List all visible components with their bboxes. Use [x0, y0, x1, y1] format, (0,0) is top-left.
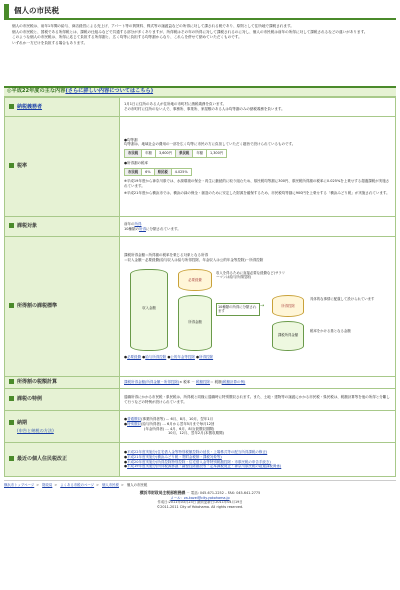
revision-link[interactable]: 平成21年度実施分(横浜みどり税・寄附金税制・課税対象等): [127, 454, 222, 459]
row-label: [5, 411, 120, 443]
intro-paragraph: 個人の市民税は、前年1年間の給与、商店経営による売上げ、アパート等の賃貸料、株式等の譲渡益などの所得に対して課される税であり、原則として住所地で課税されます。: [12, 24, 294, 28]
row-special: [5, 389, 396, 411]
row-value: [120, 237, 396, 377]
calc-text: × 税率 －: [179, 380, 197, 385]
taxpayer-link[interactable]: 納税義務者: [17, 103, 43, 110]
payment-label: 納期: [17, 419, 28, 426]
taxable-note: 税率をかける基となる金額: [310, 328, 351, 333]
table-cell: 市民税: [125, 168, 142, 176]
row-value: ●平成22年度実施分(住宅借入金等特別税額控除の延長・上場株式等の配当所得課税の修正) ●平成21年度実施分(横浜みどり税・寄附金税制・課税対象等) ●平成20年度実施分(所得控除特別控除・住宅借入金等特別税額控除・市県民税の申告手続き) ●平成19年度実施分(所得税源移譲・調整控除創設等・定率減税廃止・神奈川県民税の超過課税関係): [120, 443, 396, 477]
row-label: [5, 377, 120, 389]
breadcrumb-link[interactable]: 財政局: [42, 483, 53, 487]
target-line: 10種類の所得に分類されています。: [124, 226, 181, 231]
bullet-icon: [9, 104, 14, 109]
row-value: [120, 377, 396, 389]
footer: [4, 480, 396, 510]
page-title: 個人の市民税: [14, 5, 59, 15]
deduct-label: 所得控除: [281, 303, 295, 308]
office-name: 横浜市財政局主税部税務課: [139, 489, 186, 495]
section-detail-link[interactable]: (さらに詳しい内容についてはこちら): [65, 88, 154, 95]
table-cell: 年額: [193, 150, 207, 158]
shotoku-label: 所得金額: [188, 319, 202, 324]
kinds-note: 10種類の所得に分類されます: [216, 303, 260, 316]
row-value: [120, 117, 396, 217]
income-label: 収入金額: [142, 305, 156, 310]
rate-note: ※平成19年度から神奈川県では、水源環境の保全・再生に継続的に取り組むため、県民税均等割に300円、県民税所得割の税率に0.025%を上乗せする超過課税が実施されています。: [124, 179, 390, 188]
special-collection-link[interactable]: 特別徴収: [127, 421, 142, 426]
revision-link[interactable]: 平成19年度実施分(所得税源移譲・調整控除創設等・定率減税廃止・神奈川県民税の超過課税関係): [127, 464, 282, 469]
row-value: [120, 217, 396, 237]
right-arrow-icon: →: [260, 302, 265, 309]
intro: [4, 24, 396, 82]
kintou-heading: ●均等割: [124, 137, 138, 142]
shotoku-cylinder: [178, 295, 212, 351]
intro-paragraph: 個人の市民税と、国税である所得税とは、課税の仕組みなどで共通する部分が多くありますが、所得税はその年の所得に対して課税されるのに対し、個人の市民税は前年の所得に対して課税されるなどの違いがあります。: [12, 29, 368, 34]
intro-paragraph: このような個人の市民税は、所得に応じて負担する所得割と、広く均等に負担する均等割からなり、これらを併せて納めていただくものです。: [12, 35, 242, 40]
bullet-icon: [9, 456, 14, 461]
office-phone: － 電話: 045-671-2252 – FAX: 045-641-2775: [186, 490, 261, 495]
breadcrumb-link[interactable]: 個人市民税: [102, 483, 119, 487]
revision-link[interactable]: 平成20年度実施分(所得控除特別控除・住宅借入金等特別税額控除・市県民税の申告手続き): [127, 459, 271, 464]
table-cell: 県民税: [154, 168, 171, 176]
section-heading-text: ◎平成22年度の主な内容: [7, 88, 66, 95]
calc-label: 所得割の税額計算: [17, 379, 58, 386]
pension-deduction-link[interactable]: 公的年金等控除: [170, 354, 195, 359]
standard-line: ＝収入金額－必要経費(給与収入は給与所得控除、年金収入は公的年金等控除)－所得控除: [124, 258, 264, 263]
table-cell: 年額: [142, 150, 156, 158]
row-label: [5, 443, 120, 477]
page-dates: 作成日:2011年03月23日 最終更新日:2011年04月19日: [157, 500, 243, 505]
row-target: [5, 217, 396, 237]
deduct-note: 具体的な事情に配慮して設けられています: [310, 296, 375, 301]
shotoku-heading: ●所得割の税率: [124, 160, 149, 165]
row-label: [5, 98, 120, 117]
expense-cylinder: [178, 269, 212, 291]
special-text: 退職所得にかかる市民税・県民税は、所得税と同様に退職時に特別徴収されます。また、土地・建物等の譲渡にかかる市民税・県民税は、税額計算等を他の所得と分離して行うなどの特例が設けられています。: [124, 394, 390, 404]
row-calc: [5, 377, 396, 389]
breadcrumb-link[interactable]: よくある市税のページ: [60, 483, 95, 487]
copyright: ©2011-2011 City of Yokohama. All rights reserved.: [156, 505, 244, 510]
payment-line: ●特別徴収(給与所得者) … 6月から翌年5月まで毎月12回: [124, 421, 215, 426]
income-cylinder: [130, 269, 168, 351]
bullet-icon: [9, 163, 14, 168]
kintou-text: 均等割は、地域社会の費用の一部を広く均等に市民の方に負担していただく趣旨で設けられているものです。: [124, 142, 296, 147]
bullet-icon: [9, 420, 14, 425]
bullet-icon: [9, 223, 14, 228]
expense-link[interactable]: 必要経費: [127, 354, 142, 359]
expense-label: 必要経費: [188, 277, 202, 282]
calc-text: ＝ 税額: [210, 380, 222, 385]
ordinary-collection-link[interactable]: 普通徴収: [127, 417, 142, 422]
breadcrumb-link[interactable]: 横浜市トップページ: [4, 483, 35, 487]
income-diagram: [124, 265, 391, 355]
row-value: [120, 389, 396, 411]
table-cell: 市民税: [125, 150, 142, 158]
table-cell: 3,600円: [155, 150, 175, 158]
tax-credit-link[interactable]: 税額控除: [196, 380, 211, 385]
intro-paragraph: いずれか一方だけを負担する場合もあります。: [12, 41, 88, 46]
breadcrumb: 横浜市トップページ > 財政局 > よくある市税のページ > 個人市民税 > 個人の市民税: [4, 483, 148, 487]
taxable-cylinder: [272, 321, 304, 351]
shotoku-table: [124, 168, 192, 177]
bullet-icon: [9, 303, 14, 308]
expense-note: 収入を得るために直接必要な経費など(サラリーマンは給与所得控除): [216, 270, 286, 280]
kintou-table: [124, 149, 227, 158]
calc-example-link[interactable]: (税額計算の例): [221, 380, 246, 385]
row-label: [5, 217, 120, 237]
rate-note: ※平成21年度から横浜市では、横浜の緑の保全・創造のために安定した財源を確保するため、市民税均等割に900円を上乗せする「横浜みどり税」が実施されています。: [124, 190, 390, 195]
salary-deduction-link[interactable]: 給与所得控除: [145, 354, 167, 359]
row-standard: [5, 237, 396, 377]
income-deduction-link[interactable]: 所得控除: [199, 354, 214, 359]
page-title-bar: [4, 4, 396, 20]
payment-line: 10月、12月、翌年2月(本徴収期間): [168, 431, 224, 436]
table-cell: 4.025%: [171, 168, 191, 176]
deduct-cylinder: [272, 295, 304, 317]
contact-block: [4, 490, 396, 511]
section-heading: [4, 86, 396, 97]
row-label: [5, 389, 120, 411]
table-cell: 6%: [142, 168, 154, 176]
standard-line: 課税所得金額＝所得割の税率を乗じる対象となる所得: [124, 253, 208, 258]
taxpayer-text: 1月1日に住所のある人が住所地の市町村に納税義務を負います。: [124, 102, 227, 107]
row-rate: [5, 117, 396, 217]
row-revisions: [5, 443, 396, 477]
row-value: [120, 411, 396, 443]
row-payment: [5, 411, 396, 443]
row-value: [120, 98, 396, 117]
taxable-income-link[interactable]: 課税所得金額(所得金額－所得控除): [124, 380, 180, 385]
payment-line: ●普通徴収(事業所得者等) … 6月、8月、10月、翌年1月: [124, 417, 214, 422]
income-link[interactable]: 所得: [138, 226, 146, 231]
rate-label: 税率: [17, 163, 28, 170]
mail-link[interactable]: メール：za-kazei@city.yokohama.jp: [170, 495, 230, 500]
table-cell: 1,300円: [207, 150, 227, 158]
filing-method-link[interactable]: (申告と納税の方法): [17, 427, 54, 433]
breadcrumb-current: 個人の市民税: [126, 483, 148, 487]
standard-label: 所得割の課税標準: [17, 303, 58, 310]
taxpayer-text: その市町村に住所のない人で、事務所、事業所、家屋敷のある人は均等割のみの納税義務を負います。: [124, 107, 285, 111]
row-label: [5, 237, 120, 377]
row-taxpayer: [5, 98, 396, 117]
main-table: [4, 97, 396, 477]
payment-line: (年金所得者) … 4月、6月、8月(仮徴収期間): [144, 426, 215, 431]
target-label: 課税対象: [17, 223, 38, 230]
table-cell: 県民税: [176, 150, 193, 158]
special-label: 課税の特例: [17, 396, 43, 403]
bullet-icon: [9, 396, 14, 401]
bullet-icon: [9, 379, 14, 384]
target-line: 前年の所得: [124, 221, 142, 226]
revision-link[interactable]: 平成22年度実施分(住宅借入金等特別税額控除の延長・上場株式等の配当所得課税の修正): [127, 450, 268, 455]
taxable-label: 課税所得金額: [277, 332, 299, 337]
revisions-label: 最近の個人住民税改正: [17, 456, 68, 463]
row-label: [5, 117, 120, 217]
standard-links: ●必要経費 ●給与所得控除 ●公的年金等控除 ●所得控除: [124, 354, 214, 359]
income-link[interactable]: 所得: [134, 221, 142, 226]
